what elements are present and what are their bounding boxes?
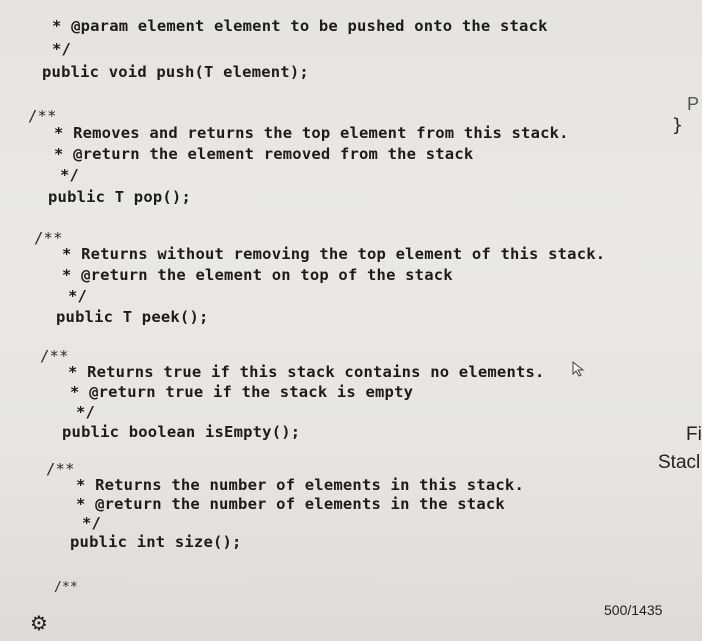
code-line: public T peek(); [56, 308, 209, 326]
side-stack-label: Stacl [658, 452, 701, 473]
code-line: public boolean isEmpty(); [62, 423, 301, 441]
code-line: /** [28, 107, 57, 125]
code-line: * Returns the number of elements in this stack. [76, 476, 524, 494]
code-line: * @return the element on top of the stack [62, 266, 453, 284]
side-letter-p: P [687, 94, 700, 114]
code-line: * @param element element to be pushed onto the stack [52, 17, 548, 35]
code-line: */ [68, 287, 88, 305]
page-counter: 500/1435 [604, 602, 663, 618]
code-line: /** [46, 460, 75, 478]
code-line: * @return the element removed from the stack [54, 145, 474, 163]
code-line: /** [34, 229, 63, 247]
code-line: public T pop(); [48, 188, 191, 206]
code-line: public void push(T element); [42, 63, 309, 81]
code-line: /** [40, 347, 69, 365]
gear-icon[interactable]: ⚙ [30, 611, 48, 635]
code-line: public int size(); [70, 533, 242, 551]
code-line: * Returns true if this stack contains no elements. [68, 363, 545, 381]
code-line: * Removes and returns the top element from this stack. [54, 124, 569, 142]
code-line: */ [82, 514, 102, 532]
code-line: */ [52, 40, 72, 58]
side-brace: } [672, 115, 683, 136]
code-line: /** [54, 580, 79, 595]
code-line: */ [60, 166, 80, 184]
code-line: */ [76, 403, 96, 421]
mouse-pointer-icon [572, 361, 586, 377]
code-line: * Returns without removing the top element of this stack. [62, 245, 606, 263]
side-letter-f: Fi [686, 424, 702, 445]
code-line: * @return the number of elements in the stack [76, 495, 505, 513]
code-line: * @return true if the stack is empty [70, 383, 414, 401]
